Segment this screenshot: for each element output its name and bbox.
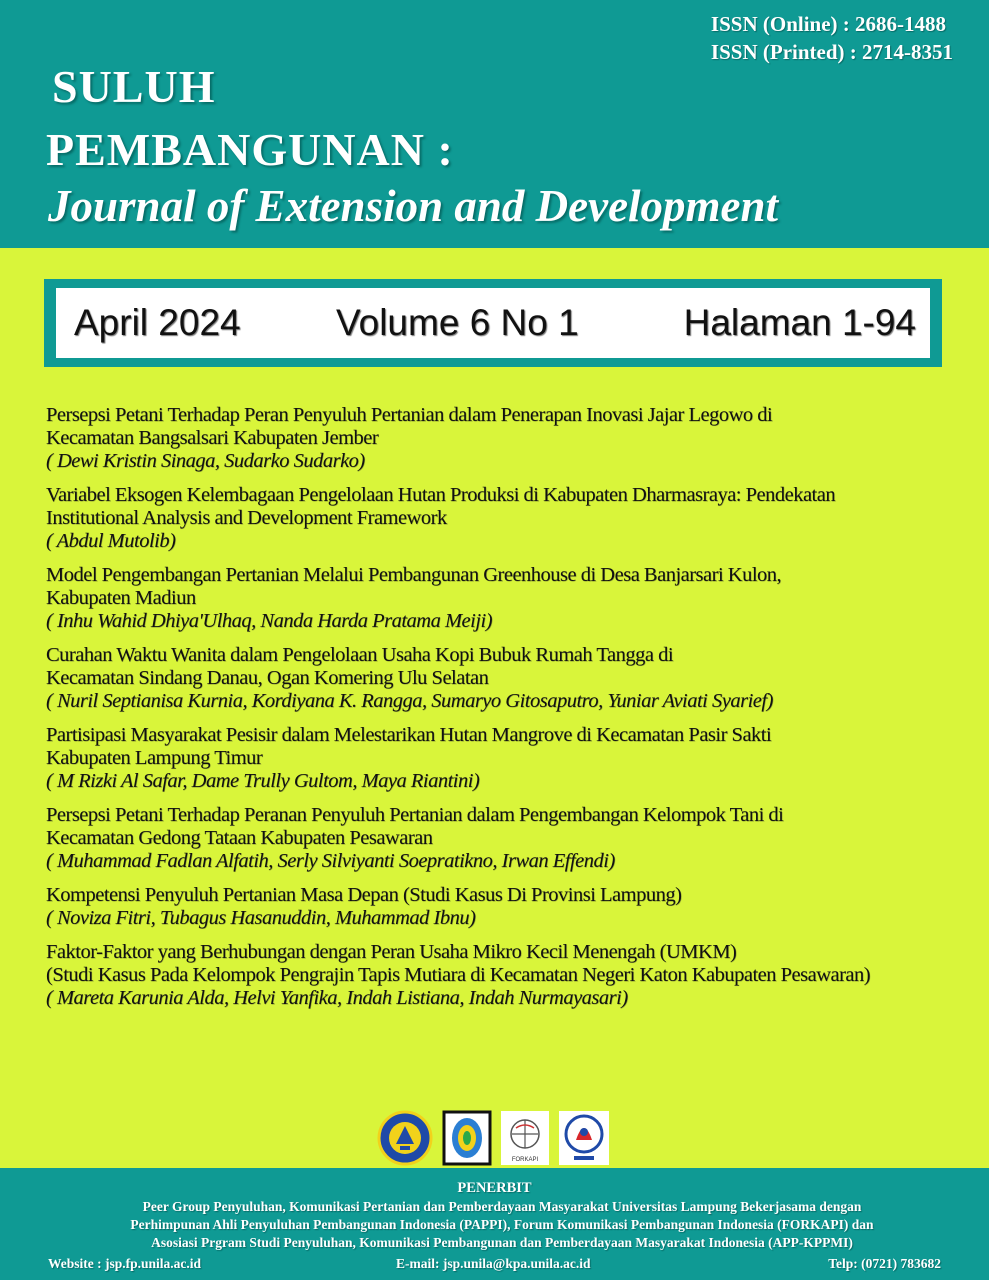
article-title-line: (Studi Kasus Pada Kelompok Pengrajin Tapis Mutiara di Kecamatan Negeri Katon Kabupaten Pesawaran) [46,964,871,986]
article-authors: ( Nuril Septianisa Kurnia, Kordiyana K. Rangga, Sumaryo Gitosaputro, Yuniar Aviati Syarief) [46,690,773,712]
article-title-line: Persepsi Petani Terhadap Peran Penyuluh Pertanian dalam Penerapan Inovasi Jajar Legowo di [46,404,773,426]
forkapi-label: FORKAPI [511,1157,539,1163]
article-item [46,884,946,930]
article-title-line: Partisipasi Masyarakat Pesisir dalam Melestarikan Hutan Mangrove di Kecamatan Pasir Sakti [46,724,772,746]
issue-info-box [44,279,942,367]
article-title-line: Model Pengembangan Pertanian Melalui Pembangunan Greenhouse di Desa Banjarsari Kulon, [46,564,782,586]
issue-info-inner [56,288,930,358]
cover-header [0,0,989,248]
journal-title-line1: SULUH [52,61,216,112]
journal-title-line2: PEMBANGUNAN : [46,124,454,175]
article-title-line: Kabupaten Lampung Timur [46,747,263,769]
article-list [46,404,946,1021]
issue-volume: Volume 6 No 1 [336,302,579,343]
article-authors: ( Dewi Kristin Sinaga, Sudarko Sudarko) [46,450,365,472]
article-item [46,484,946,553]
article-title-line: Kabupaten Madiun [46,587,196,609]
issue-date: April 2024 [74,302,241,343]
pappi-logo-icon [442,1110,492,1166]
publisher-line: Asosiasi Prgram Studi Penyuluhan, Komunikasi Pembangunan dan Pemberdayaan Masyarakat Indonesia (APP-KPPMI) [151,1235,853,1250]
article-item [46,404,946,473]
article-title-line: Kecamatan Sindang Danau, Ogan Komering Ulu Selatan [46,667,489,689]
issn-printed: ISSN (Printed) : 2714-8351 [710,40,953,64]
website-text: Website : jsp.fp.unila.ac.id [48,1256,202,1271]
publisher-footer [0,1168,989,1280]
issue-pages: Halaman 1-94 [683,302,916,343]
article-item [46,724,946,793]
publisher-heading: PENERBIT [457,1180,532,1196]
publisher-line: Peer Group Penyuluhan, Komunikasi Pertanian dan Pemberdayaan Masyarakat Universitas Lampung Bekerjasama dengan [142,1199,862,1214]
issn-online: ISSN (Online) : 2686-1488 [710,12,947,36]
article-title-line: Curahan Waktu Wanita dalam Pengelolaan Usaha Kopi Bubuk Rumah Tangga di [46,644,674,666]
phone-text: Telp: (0721) 783682 [828,1256,941,1271]
article-authors: ( Abdul Mutolib) [46,530,176,552]
article-authors: ( M Rizki Al Safar, Dame Trully Gultom, Maya Riantini) [46,770,480,792]
article-title-line: Faktor-Faktor yang Berhubungan dengan Peran Usaha Mikro Kecil Menengah (UMKM) [46,941,737,963]
article-item [46,804,946,873]
article-title-line: Kompetensi Penyuluh Pertanian Masa Depan (Studi Kasus Di Provinsi Lampung) [46,884,682,906]
issn-block [711,10,953,66]
app-kppmi-logo-icon [558,1110,610,1166]
article-item [46,941,946,1010]
journal-subtitle: Journal of Extension and Development [48,181,779,231]
article-authors: ( Mareta Karunia Alda, Helvi Yanfika, Indah Listiana, Indah Nurmayasari) [46,987,628,1009]
article-item [46,644,946,713]
article-authors: ( Noviza Fitri, Tubagus Hasanuddin, Muhammad Ibnu) [46,907,476,929]
partner-logos [376,1110,616,1170]
email-text: E-mail: jsp.unila@kpa.unila.ac.id [396,1256,591,1271]
forkapi-logo-icon [500,1110,550,1166]
article-title-line: Kecamatan Gedong Tataan Kabupaten Pesawaran [46,827,433,849]
article-authors: ( Inhu Wahid Dhiya'Ulhaq, Nanda Harda Pratama Meiji) [46,610,493,632]
article-title-line: Institutional Analysis and Development Framework [46,507,447,529]
publisher-line: Perhimpunan Ahli Penyuluhan Pembangunan Indonesia (PAPPI), Forum Komunikasi Pembangunan Indonesia (FORKAPI) dan [130,1217,874,1232]
article-title-line: Persepsi Petani Terhadap Peranan Penyuluh Pertanian dalam Pengembangan Kelompok Tani di [46,804,784,826]
publisher-description [52,1198,952,1252]
article-item [46,564,946,633]
article-title-line: Variabel Eksogen Kelembagaan Pengelolaan Hutan Produksi di Kabupaten Dharmasraya: Pendekatan [46,484,836,506]
university-lampung-logo-icon [376,1110,434,1166]
article-title-line: Kecamatan Bangsalsari Kabupaten Jember [46,427,379,449]
article-authors: ( Muhammad Fadlan Alfatih, Serly Silviyanti Soepratikno, Irwan Effendi) [46,850,615,872]
